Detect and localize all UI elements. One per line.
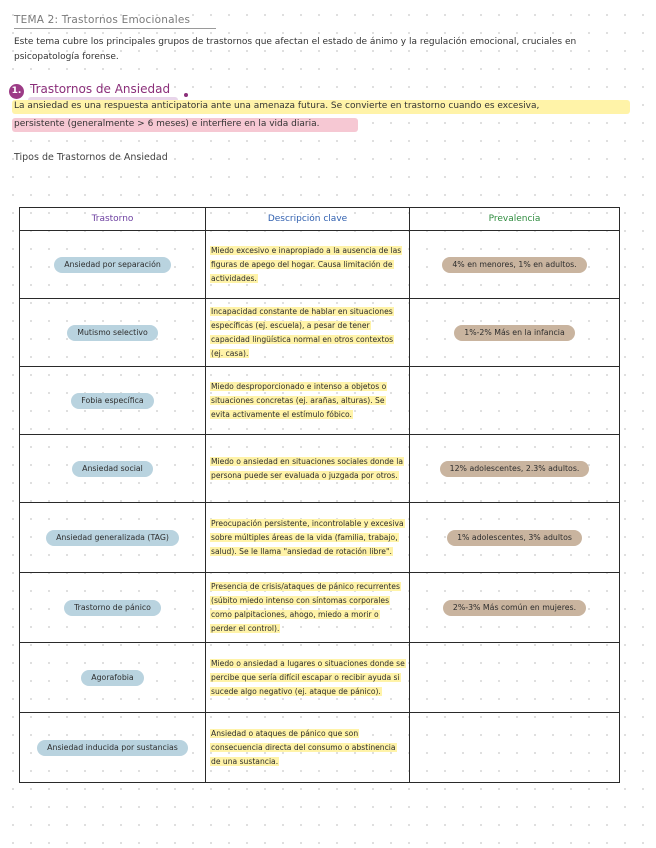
table-header-row — [20, 208, 620, 231]
section-dot — [184, 93, 188, 97]
disorder-name: Ansiedad social — [72, 461, 153, 477]
disorder-description: Miedo o ansiedad a lugares o situaciones donde se percibe que sería difícil escapar o recibir ayuda si sucede algo negativo (ej. ataque de pánico). — [211, 658, 405, 696]
intro-paragraph: Este tema cubre los principales grupos de trastornos que afectan el estado de ánimo y la regulación emocional, cruciales en psicopatología forense. — [14, 37, 577, 62]
header-disorder: Trastorno — [20, 208, 206, 231]
table-row — [20, 435, 620, 503]
definition-persistence: persistente (generalmente > 6 meses) — [14, 119, 189, 129]
disorder-prevalence: 12% adolescentes, 2.3% adultos. — [440, 461, 590, 477]
table-row — [20, 713, 620, 783]
disorder-prevalence: 1%-2% Más en la infancia — [454, 325, 575, 341]
header-description: Descripción clave — [206, 208, 410, 231]
table-row — [20, 299, 620, 367]
disorder-name: Ansiedad inducida por sustancias — [37, 740, 188, 756]
disorder-prevalence-empty — [410, 713, 620, 783]
disorder-description: Miedo excesivo e inapropiado a la ausencia de las figuras de apego del hogar. Causa limitación de actividades. — [211, 245, 402, 283]
disorder-name: Fobia específica — [71, 393, 153, 409]
disorder-prevalence-empty — [410, 367, 620, 435]
disorder-description: Incapacidad constante de hablar en situaciones específicas (ej. escuela), a pesar de tener capacidad lingüística normal en otros contextos (ej. casa). — [211, 306, 394, 358]
disorder-prevalence-empty — [410, 643, 620, 713]
disorder-description: Miedo o ansiedad en situaciones sociales donde la persona puede ser evaluada o juzgada por otros. — [211, 456, 404, 480]
disorder-prevalence: 1% adolescentes, 3% adultos — [447, 530, 582, 546]
disorder-name: Agorafobia — [81, 670, 143, 686]
section-title: Trastornos de Ansiedad — [30, 82, 171, 96]
disorder-name: Ansiedad generalizada (TAG) — [46, 530, 179, 546]
definition-line-1: La ansiedad es una respuesta anticipatoria ante una amenaza futura. Se convierte en trastorno cuando es excesiva, — [14, 101, 540, 111]
disorder-description: Ansiedad o ataques de pánico que son consecuencia directa del consumo o abstinencia de una sustancia. — [211, 728, 396, 766]
disorder-prevalence: 2%-3% Más común en mujeres. — [443, 600, 586, 616]
disorder-description: Preocupación persistente, incontrolable y excesiva sobre múltiples áreas de la vida (familia, trabajo, salud). Se le llama "ansiedad de rotación libre". — [211, 518, 404, 556]
header-prevalence: Prevalencia — [410, 208, 620, 231]
subheading: Tipos de Trastornos de Ansiedad — [14, 152, 168, 163]
topic-underline — [14, 28, 216, 29]
anxiety-disorders-table — [19, 207, 620, 783]
definition-interference: e interfiere en la vida diaria. — [188, 119, 320, 129]
disorder-description: Presencia de crisis/ataques de pánico recurrentes (súbito miedo intenso con síntomas corporales como palpitaciones, ahogo, miedo a morir o perder el control). — [211, 581, 400, 633]
section-number-badge: 1. — [9, 84, 24, 99]
disorder-name: Mutismo selectivo — [67, 325, 158, 341]
table-row — [20, 503, 620, 573]
table-row — [20, 643, 620, 713]
definition-line-2 — [14, 119, 319, 129]
disorder-description: Miedo desproporcionado e intenso a objetos o situaciones concretas (ej. arañas, alturas). Se evita activamente el estímulo fóbico. — [211, 381, 387, 419]
table-row — [20, 231, 620, 299]
disorder-name: Ansiedad por separación — [54, 257, 171, 273]
table-row — [20, 573, 620, 643]
table-row — [20, 367, 620, 435]
topic-title: TEMA 2: Trastornos Emocionales — [14, 14, 191, 26]
disorder-prevalence: 4% en menores, 1% en adultos. — [442, 257, 586, 273]
disorder-name: Trastorno de pánico — [64, 600, 161, 616]
